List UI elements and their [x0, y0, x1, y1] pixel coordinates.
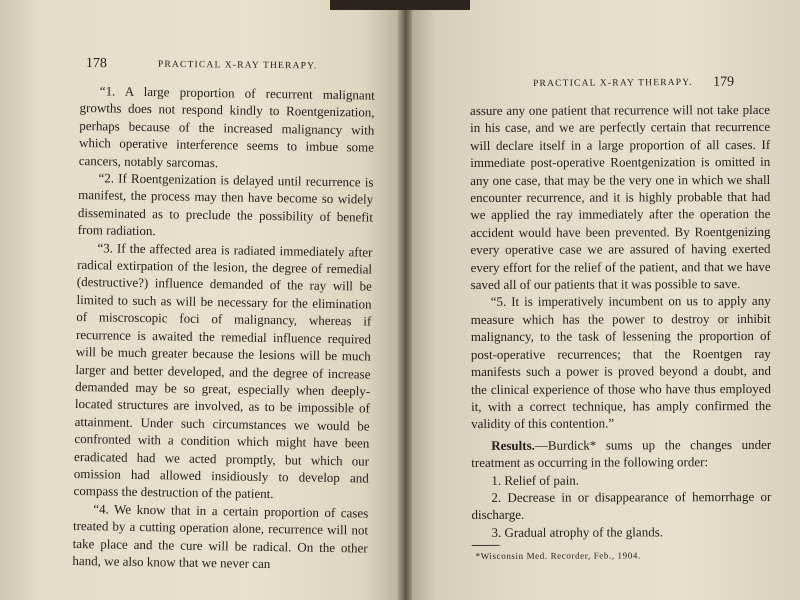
book-gutter [398, 0, 412, 600]
list-item: 3. Gradual atrophy of the glands. [491, 524, 664, 540]
page-number: 179 [712, 74, 735, 90]
paragraph: assure any one patient that recurrence will not take place in his case, and we are perfectly certain that recurrence will declare itself in a large proportion of all cases. If immediate post-operative Roentgenization is omitted in any one case, that may be the very one in which we shall encounter recurrence, and it is highly probable that had we applied the ray immediately after the operation the accident would have been prevented. By Roentgenizing every operative case we are assured of having exerted every effort for the relief of the patient, and that we have saved all of our patients that it was possible to save. [470, 101, 771, 293]
right-page-body [470, 101, 772, 566]
left-page-header [85, 56, 386, 72]
footnote: *Wisconsin Med. Recorder, Feb., 1904. [475, 550, 641, 562]
right-page-header [533, 74, 773, 90]
paragraph: “3. If the affected area is radiated immediately after radical extirpation of the lesion, the degree of remedial (destructive?) influence demanded of the ray will be limited to such as will be necessary for the elimination of miscroscopic foci of malignancy, whereas if recurrence is awaited the remedial influence required will be much greater because the lesions will be much larger and better developed, and the degree of increase demanded may be so great, especially when deeply-located structures are involved, as to be impossible of attainment. Under such circumstances we would be confronted with a condition which might have been eradicated had we acted promptly, but which our omission had allowed insidiously to develop and compass the destruction of the patient. [73, 239, 373, 502]
left-page-body [72, 82, 375, 574]
running-head: PRACTICAL X-RAY THERAPY. [533, 77, 693, 89]
results-text: —Burdick* sums up the changes under treatment as occurring in the following order: [471, 436, 772, 471]
right-page [405, 0, 800, 600]
results-label: Results. [491, 437, 535, 453]
paragraph: “1. A large proportion of recurrent malignant growths does not respond kindly to Roentgenization, perhaps because of the increased malignancy with which operative interference seems to imbue some cancers, notably sarcomas. [78, 83, 375, 170]
results-paragraph [471, 436, 771, 472]
list-item: 1. Relief of pain. [491, 472, 580, 488]
running-head: PRACTICAL X-RAY THERAPY. [157, 59, 318, 72]
paragraph: “5. It is imperatively incumbent on us to apply any measure which has the power to destroy or inhibit malignancy, to the task of lessening the proportion of post-operative recurrences; that the Roentgen ray manifests such a power is proved beyond a doubt, and the clinical experience of those who have thus employed it, with a correct technique, has amply confirmed the validity of this contention.” [470, 293, 772, 432]
paragraph: “4. We know that in a certain proportion of cases treated by a cutting operation alone, recurrence will not take place and the cure will be radical. On the other hand, we also know that we never can [72, 501, 369, 572]
paragraph: “2. If Roentgenization is delayed until recurrence is manifest, the process may then have become so widely disseminated as to preclude the possibility of benefit from radiation. [77, 170, 374, 239]
footnote-rule [472, 545, 500, 546]
results-list [471, 470, 771, 541]
list-item: 2. Decrease in or disappearance of hemorrhage or discharge. [471, 488, 772, 523]
page-number: 178 [85, 56, 107, 72]
background-gap [330, 0, 470, 10]
